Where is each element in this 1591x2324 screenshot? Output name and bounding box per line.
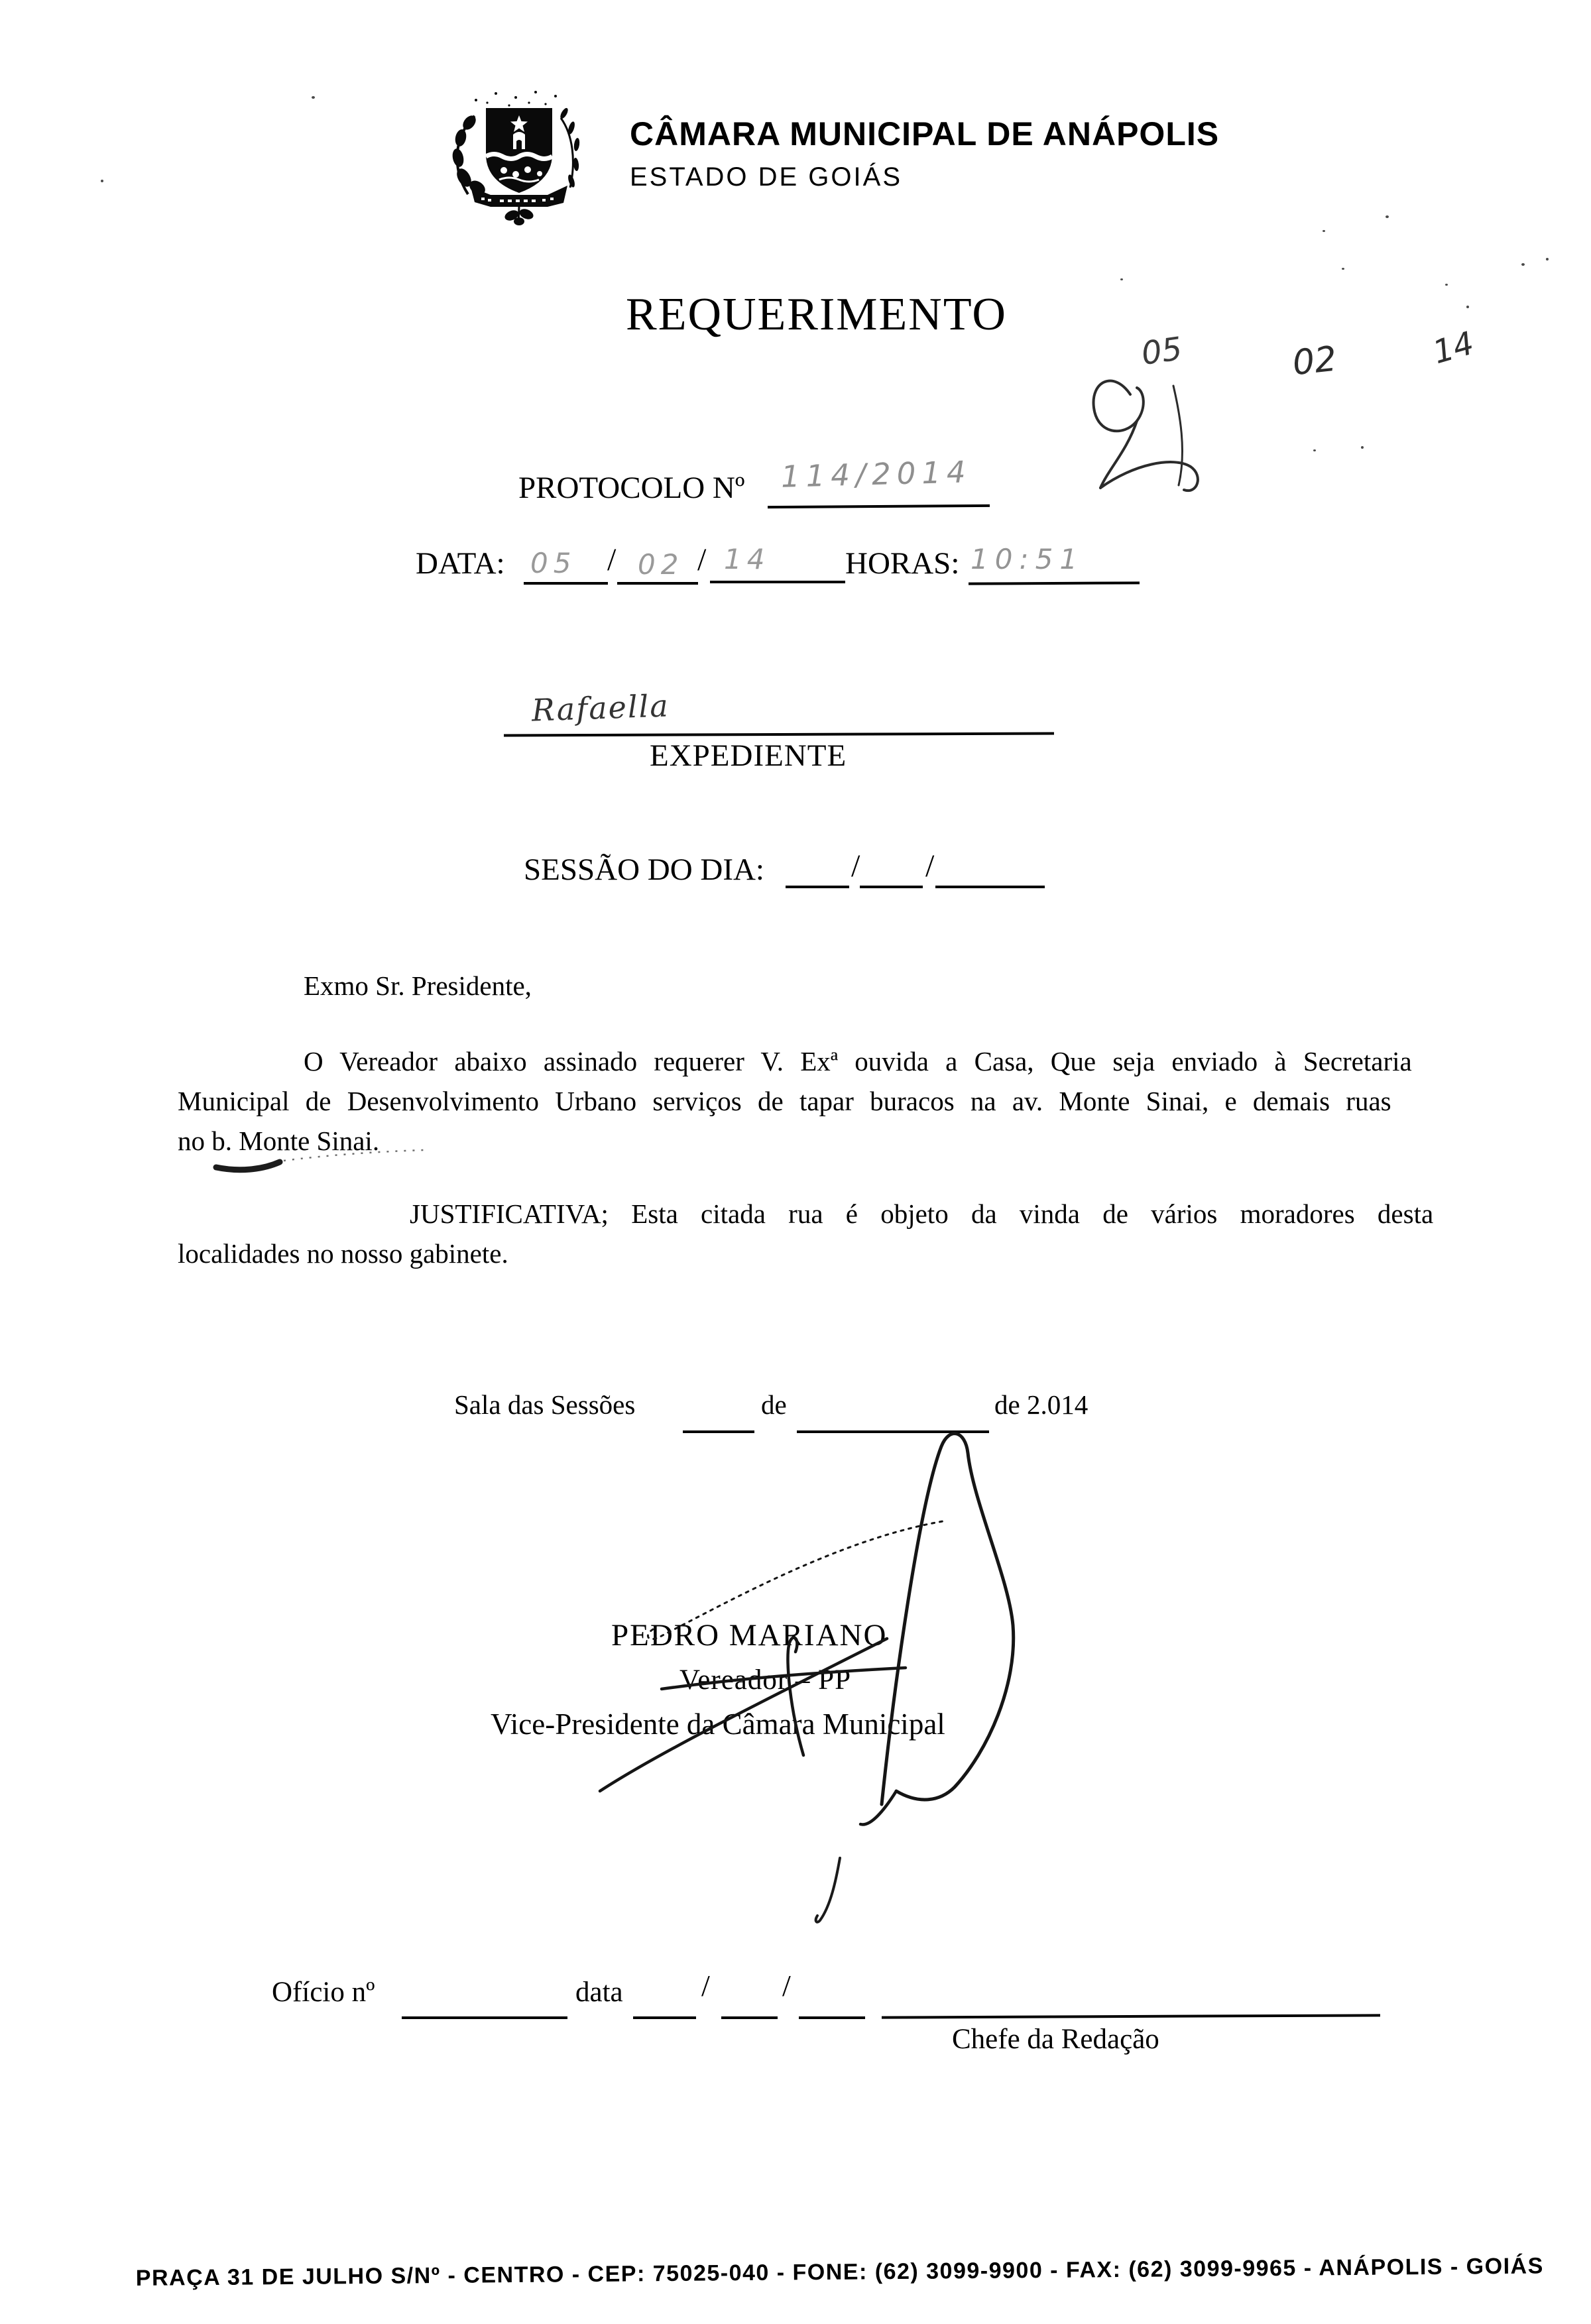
session-month-blank-line (860, 886, 923, 888)
session-slash-2: / (925, 848, 935, 884)
redaction-title: Chefe da Redação (952, 2024, 1159, 2055)
hours-label: HORAS: (845, 546, 960, 581)
date-year-blank-line (710, 581, 845, 583)
signer-title: Vice-Presidente da Câmara Municipal (491, 1708, 945, 1741)
session-slash-1: / (851, 848, 860, 884)
scan-speck (312, 96, 315, 99)
closing-year: de 2.014 (994, 1389, 1089, 1420)
closing-place: Sala das Sessões (454, 1389, 636, 1420)
date-slash-1: / (607, 542, 617, 577)
handwritten-day-annotation: 05 (1139, 330, 1185, 373)
justification-line-1: JUSTIFICATIVA; Esta citada rua é objeto da vinda de vários moradores desta (410, 1198, 1434, 1229)
redaction-signature-line (882, 2014, 1380, 2018)
session-day-blank-line (786, 886, 849, 888)
handwritten-month-annotation: 02 (1291, 339, 1339, 384)
scan-speck (101, 180, 103, 182)
coat-of-arms-icon (449, 88, 589, 231)
request-line-2: Municipal de Desenvolvimento Urbano serviços de tapar buracos na av. Monte Sinai, e demais ruas (178, 1086, 1391, 1116)
org-state: ESTADO DE GOIÁS (630, 162, 902, 192)
request-line-3: no b. Monte Sinai. (178, 1126, 380, 1156)
request-line-1: O Vereador abaixo assinado requerer V. Exª ouvida a Casa, Que seja enviado à Secretaria (304, 1046, 1412, 1076)
scan-speck (1445, 284, 1448, 286)
signature-ink (583, 1405, 1047, 1843)
office-date-month-blank-line (721, 2016, 778, 2019)
scan-speck (1521, 263, 1525, 266)
session-label: SESSÃO DO DIA: (524, 852, 764, 887)
scan-speck (1385, 215, 1389, 218)
scan-speck (1546, 258, 1549, 261)
office-date-day-blank-line (633, 2016, 696, 2019)
hours-blank-line (969, 581, 1140, 585)
office-slash-1: / (701, 1969, 710, 2003)
handwritten-date-month: 02 (638, 548, 684, 581)
justification-line-2: localidades no nosso gabinete. (178, 1238, 508, 1269)
office-slash-2: / (782, 1969, 791, 2003)
org-name: CÂMARA MUNICIPAL DE ANÁPOLIS (630, 115, 1220, 152)
expediente-label: EXPEDIENTE (650, 738, 847, 773)
date-label: DATA: (416, 546, 505, 581)
document-title: REQUERIMENTO (626, 289, 1007, 340)
signer-name: PEDRO MARIANO (611, 1618, 888, 1653)
protocol-label: PROTOCOLO Nº (518, 471, 745, 505)
scan-speck (1361, 446, 1364, 449)
date-day-blank-line (524, 582, 608, 585)
office-date-year-blank-line (799, 2016, 865, 2019)
office-number-blank-line (402, 2016, 567, 2019)
pen-rubric-scribble (1074, 358, 1240, 497)
handwritten-date-day: 05 (530, 547, 577, 579)
protocol-blank-line (768, 504, 990, 508)
session-year-blank-line (935, 886, 1045, 888)
date-month-blank-line (617, 582, 698, 585)
stray-pen-mark (812, 1853, 852, 1929)
scan-speck (1466, 306, 1469, 308)
scan-speck (1313, 449, 1316, 451)
handwritten-protocol-number: 114/2014 (780, 454, 972, 494)
scan-speck (1323, 230, 1325, 232)
scan-speck (1342, 268, 1344, 270)
handwritten-hours: 10:51 (971, 543, 1085, 575)
office-label: Ofício nº (272, 1977, 375, 2008)
scan-speck (1120, 278, 1123, 280)
footer-address-line: PRAÇA 31 DE JULHO S/Nº - CENTRO - CEP: 75025-040 - FONE: (62) 3099-9900 - FAX: (62) 3099-9965 - ANÁPOLIS - GOIÁS (135, 2253, 1544, 2291)
signer-role: Vereador – PP (679, 1664, 852, 1696)
handwritten-expediente-name: Rafaella (531, 687, 670, 728)
salutation: Exmo Sr. Presidente, (304, 970, 532, 1001)
handwritten-date-year: 14 (724, 543, 770, 575)
date-slash-2: / (697, 542, 707, 577)
expediente-line (504, 732, 1054, 737)
office-data-label: data (575, 1977, 623, 2008)
pen-underline-swoosh (212, 1150, 438, 1177)
handwritten-year-annotation: 14 (1429, 324, 1478, 372)
closing-de: de (761, 1389, 787, 1420)
